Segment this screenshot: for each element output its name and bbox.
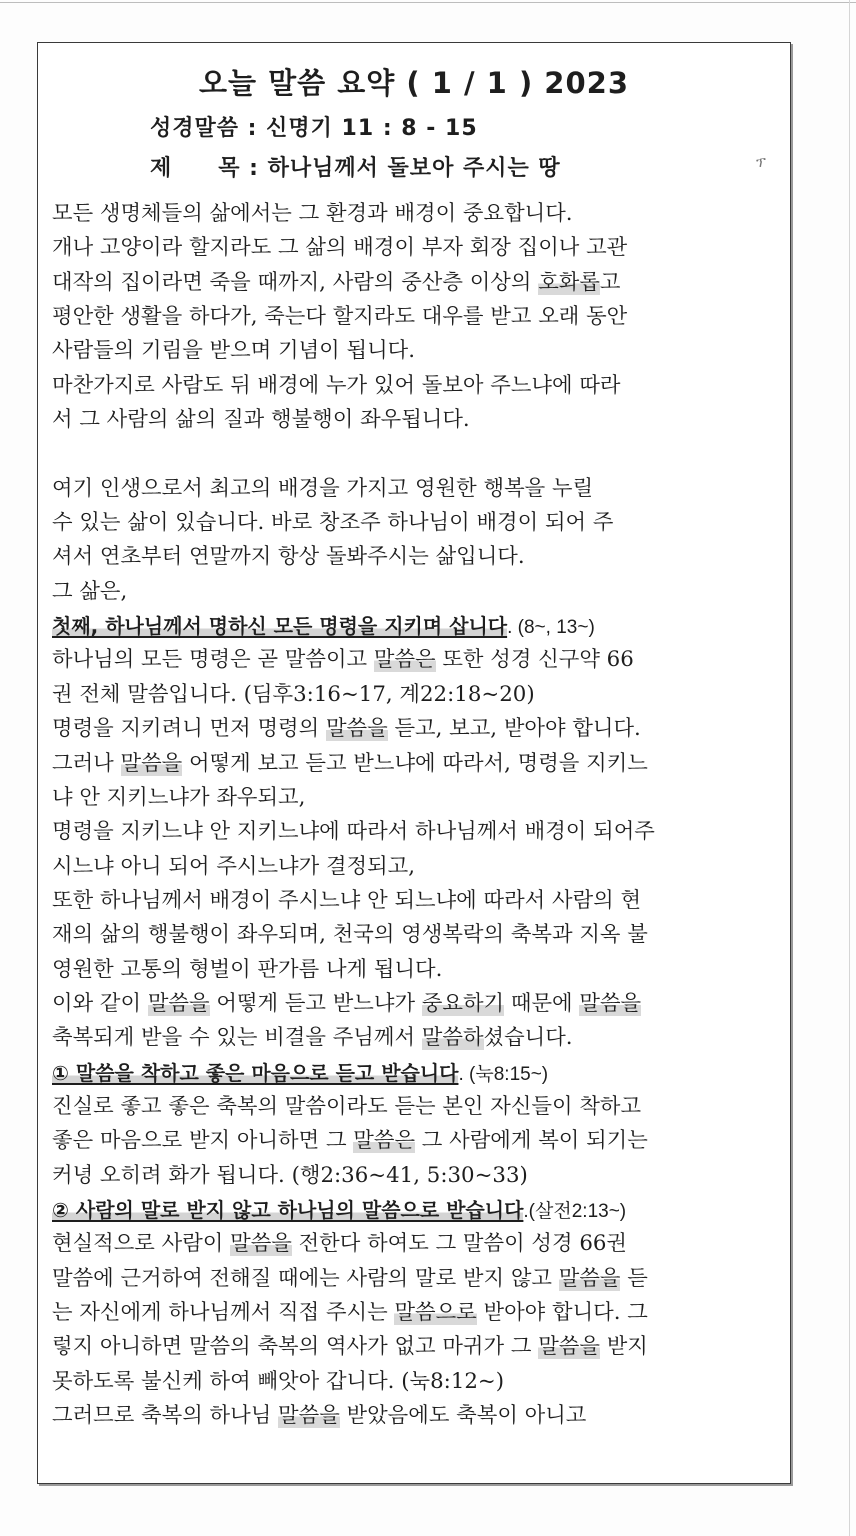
- highlighted-word: 말씀을: [538, 1334, 600, 1360]
- scan-speck-mark: ፕ: [756, 155, 766, 171]
- top-edge-line: [0, 2, 856, 3]
- text-line: 셔서 연초부터 연말까지 항상 돌봐주시는 삶입니다.: [52, 544, 525, 570]
- highlighted-word: 말씀하: [421, 1025, 484, 1051]
- text-line: 모든 생명체들의 삶에서는 그 환경과 배경이 중요합니다.: [52, 201, 573, 226]
- text-line: 그 삶은,: [52, 578, 128, 604]
- scripture-label: 성경말씀 :: [150, 116, 267, 141]
- text-line: 축복되게 받을 수 있는 비결을 주님께서 말씀하셨습니다.: [52, 1025, 573, 1051]
- highlighted-word: 말씀으로: [394, 1300, 477, 1325]
- text-line: 여기 인생으로서 최고의 배경을 가지고 영원한 행복을 누릴: [52, 475, 594, 501]
- highlighted-word: 말씀을: [120, 750, 183, 776]
- text-line: 평안한 생활을 하다가, 죽는다 할지라도 대우를 받고 오래 동안: [52, 304, 628, 330]
- text-line: 개나 고양이라 할지라도 그 삶의 배경이 부자 회장 집이나 고관: [52, 235, 628, 261]
- text-line: 이와 같이 말씀을 어떻게 듣고 받느냐가 중요하기 때문에 말씀을: [52, 990, 642, 1016]
- highlighted-word: 말씀을: [579, 990, 642, 1016]
- topic-label-2: 목 :: [218, 156, 268, 181]
- topic-label-1: 제: [150, 156, 173, 181]
- sermon-body: [52, 197, 780, 1433]
- text-line: 수 있는 삶이 있습니다. 바로 창조주 하나님이 배경이 되어 주: [52, 510, 614, 536]
- sermon-topic: [150, 151, 561, 182]
- text-line: 말씀에 근거하여 전해질 때에는 사람의 말로 받지 않고 말씀을 듣: [52, 1265, 648, 1291]
- highlighted-word: 말씀을: [558, 1265, 621, 1291]
- text-line: 는 자신에게 하나님께서 직접 주시는 말씀으로 받아야 합니다. 그: [52, 1300, 648, 1325]
- right-edge-line: [849, 0, 850, 1536]
- text-line: 좋은 마음으로 받지 아니하면 그 말씀은 그 사람에게 복이 되기는: [52, 1128, 648, 1154]
- highlighted-word: 중요하기: [421, 990, 505, 1016]
- blank-line: [52, 437, 780, 471]
- text-line: 커녕 오히려 화가 됩니다. (행2:36~41, 5:30~33): [52, 1162, 528, 1188]
- page-title: 오늘 말씀 요약 ( 1 / 1 ) 2023: [198, 66, 630, 100]
- highlighted-word: 호화롭: [538, 269, 600, 295]
- highlighted-word: 말씀을: [325, 716, 388, 742]
- text-line: 명령을 지키려니 먼저 명령의 말씀을 듣고, 보고, 받아야 합니다.: [52, 716, 641, 742]
- text-line: 현실적으로 사람이 말씀을 전한다 하여도 그 말씀이 성경 66권: [52, 1231, 628, 1257]
- text-line: 영원한 고통의 형벌이 판가름 나게 됩니다.: [52, 956, 443, 982]
- text-line: 사람들의 기림을 받으며 기념이 됩니다.: [52, 338, 416, 364]
- text-line: 명령을 지키느냐 안 지키느냐에 따라서 하나님께서 배경이 되어주: [52, 819, 655, 845]
- point-heading-2: ① 말씀을 착하고 좋은 마음으로 듣고 받습니다: [52, 1060, 459, 1085]
- text-line: 시느냐 아니 되어 주시느냐가 결정되고,: [52, 853, 416, 879]
- highlighted-word: 말씀을: [147, 990, 210, 1016]
- text-line: 서 그 사람의 삶의 질과 행불행이 좌우됩니다.: [52, 407, 470, 433]
- text-line: 또한 하나님께서 배경이 주시느냐 안 되느냐에 따라서 사람의 현: [52, 887, 642, 913]
- text-line: 재의 삶의 행불행이 좌우되며, 천국의 영생복락의 축복과 지옥 불: [52, 922, 648, 948]
- highlighted-word: 말씀을: [230, 1231, 292, 1257]
- text-line: 그러므로 축복의 하나님 말씀을 받았음에도 축복이 아니고: [52, 1403, 587, 1429]
- sermon-summary-frame: [37, 42, 791, 1484]
- scripture-reference: [150, 111, 478, 142]
- text-line: ② 사람의 말로 받지 않고 하나님의 말씀으로 받습니다.(살전2:13~): [52, 1197, 627, 1222]
- text-line: 그러나 말씀을 어떻게 보고 듣고 받느냐에 따라서, 명령을 지키느: [52, 750, 648, 776]
- highlighted-word: 말씀을: [278, 1403, 340, 1429]
- text-line: 권 전체 말씀입니다. (딤후3:16~17, 계22:18~20): [52, 681, 535, 707]
- point-heading-1: 첫째, 하나님께서 명하신 모든 명령을 지키며 삽니다: [52, 614, 508, 639]
- topic-value: 하나님께서 돌보아 주시는 땅: [267, 156, 561, 181]
- point-heading-3: ② 사람의 말로 받지 않고 하나님의 말씀으로 받습니다: [52, 1197, 524, 1222]
- highlighted-word: 말씀은: [373, 647, 436, 673]
- scripture-ref-value: 신명기 11 : 8 - 15: [266, 116, 478, 141]
- text-line: 첫째, 하나님께서 명하신 모든 명령을 지키며 삽니다. (8~, 13~): [52, 614, 595, 639]
- text-line: 대작의 집이라면 죽을 때까지, 사람의 중산층 이상의 호화롭고: [52, 269, 621, 295]
- text-line: 못하도록 불신케 하여 빼앗아 갑니다. (눅8:12~): [52, 1368, 505, 1394]
- text-line: 하나님의 모든 명령은 곧 말씀이고 말씀은 또한 성경 신구약 66: [52, 647, 634, 673]
- text-line: 냐 안 지키느냐가 좌우되고,: [52, 784, 306, 810]
- text-line: 마찬가지로 사람도 뒤 배경에 누가 있어 돌보아 주느냐에 따라: [52, 372, 621, 398]
- text-line: 렇지 아니하면 말씀의 축복의 역사가 없고 마귀가 그 말씀을 받지: [52, 1334, 648, 1360]
- text-line: 진실로 좋고 좋은 축복의 말씀이라도 듣는 본인 자신들이 착하고: [52, 1093, 642, 1119]
- text-line: ① 말씀을 착하고 좋은 마음으로 듣고 받습니다. (눅8:15~): [52, 1060, 549, 1085]
- highlighted-word: 말씀은: [353, 1128, 416, 1154]
